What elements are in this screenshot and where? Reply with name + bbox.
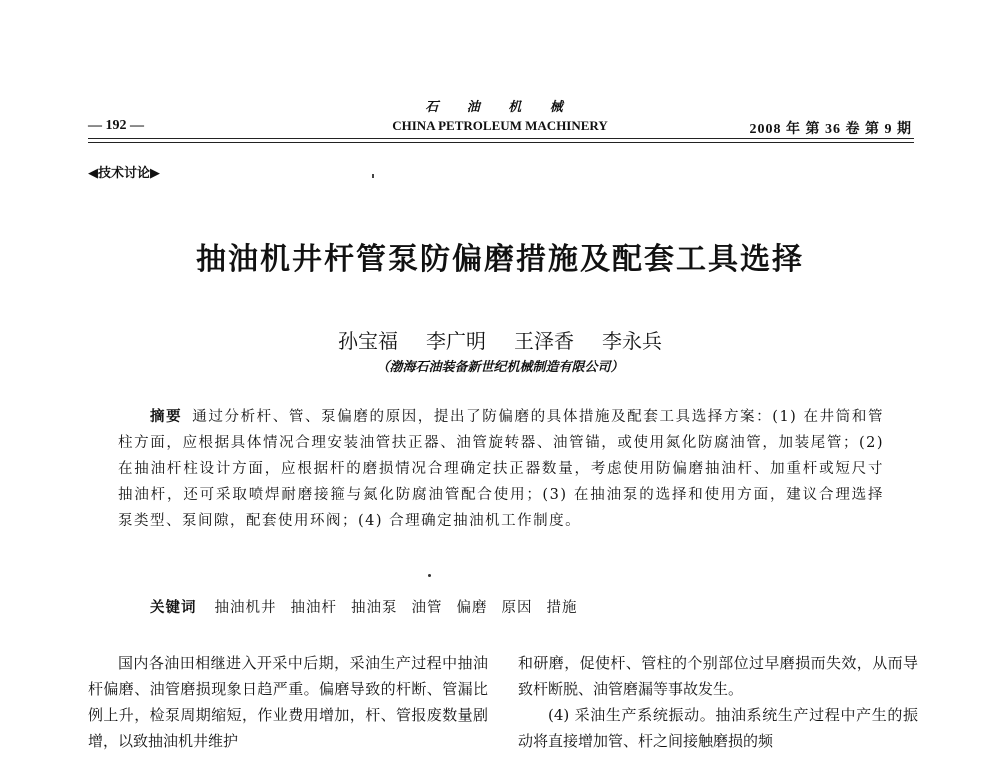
abstract-label: 摘要 [150,409,183,425]
keyword: 抽油泵 [351,600,398,616]
body-paragraph: 国内各油田相继进入开采中后期，采油生产过程中抽油杆偏磨、油管磨损现象日趋严重。偏磨导致的杆断、管漏比例上升，检泵周期缩短，作业费用增加，杆、管报废数量剧增，以致抽油机井维护 [88,654,488,750]
scan-speck [428,574,431,577]
body-paragraph: (4) 采油生产系统振动。抽油系统生产过程中产生的振动将直接增加管、杆之间接触磨损的频 [518,706,918,750]
header-rule-top [88,138,914,139]
keyword: 抽油机井 [214,600,277,616]
keyword: 油管 [411,600,443,616]
author-name: 李广明 [426,329,486,353]
keyword: 偏磨 [456,600,488,616]
issue-info: 2008 年 第 36 卷 第 9 期 [749,122,912,137]
article-title: 抽油机井杆管泵防偏磨措施及配套工具选择 [196,242,804,277]
author-name: 王泽香 [514,329,574,353]
page-number: — 192 — [88,118,144,133]
scan-speck [372,174,374,178]
author-name: 李永兵 [602,329,662,353]
abstract [118,404,884,534]
body-column-left [88,650,488,754]
author-name: 孙宝福 [338,329,398,353]
header-rule-bottom [88,142,914,143]
author-list [0,325,1000,354]
keyword: 抽油杆 [290,600,337,616]
keyword: 措施 [546,600,578,616]
keywords-label: 关键词 [150,600,197,616]
author-affiliation: （渤海石油装备新世纪机械制造有限公司） [376,360,624,375]
keywords [150,596,592,617]
abstract-text: 通过分析杆、管、泵偏磨的原因，提出了防偏磨的具体措施及配套工具选择方案：(1) 在井筒和管柱方面，应根据具体情况合理安装油管扶正器、油管旋转器、油管锚，或使用氮化防腐油管，加装尾管；(2) 在抽油杆柱设计方面，应根据杆的磨损情况合理确定扶正器数量，考虑使用防偏磨抽油杆、加重杆或短尺寸抽油杆，还可采取喷焊耐磨接箍与氮化防腐油管配合使用；(3) 在抽油泵的选择和使用方面，建议合理选择泵类型、泵间隙，配套使用环阀；(4) 合理确定抽油机工作制度。 [118,409,884,529]
section-label: ◀技术讨论▶ [88,166,160,181]
body-column-right [518,650,918,754]
journal-name-chinese: 石 油 机 械 [425,100,575,115]
journal-name-english: CHINA PETROLEUM MACHINERY [392,118,608,133]
keyword: 原因 [501,600,533,616]
body-paragraph: 和研磨，促使杆、管柱的个别部位过早磨损而失效，从而导致杆断脱、油管磨漏等事故发生。 [518,654,918,698]
